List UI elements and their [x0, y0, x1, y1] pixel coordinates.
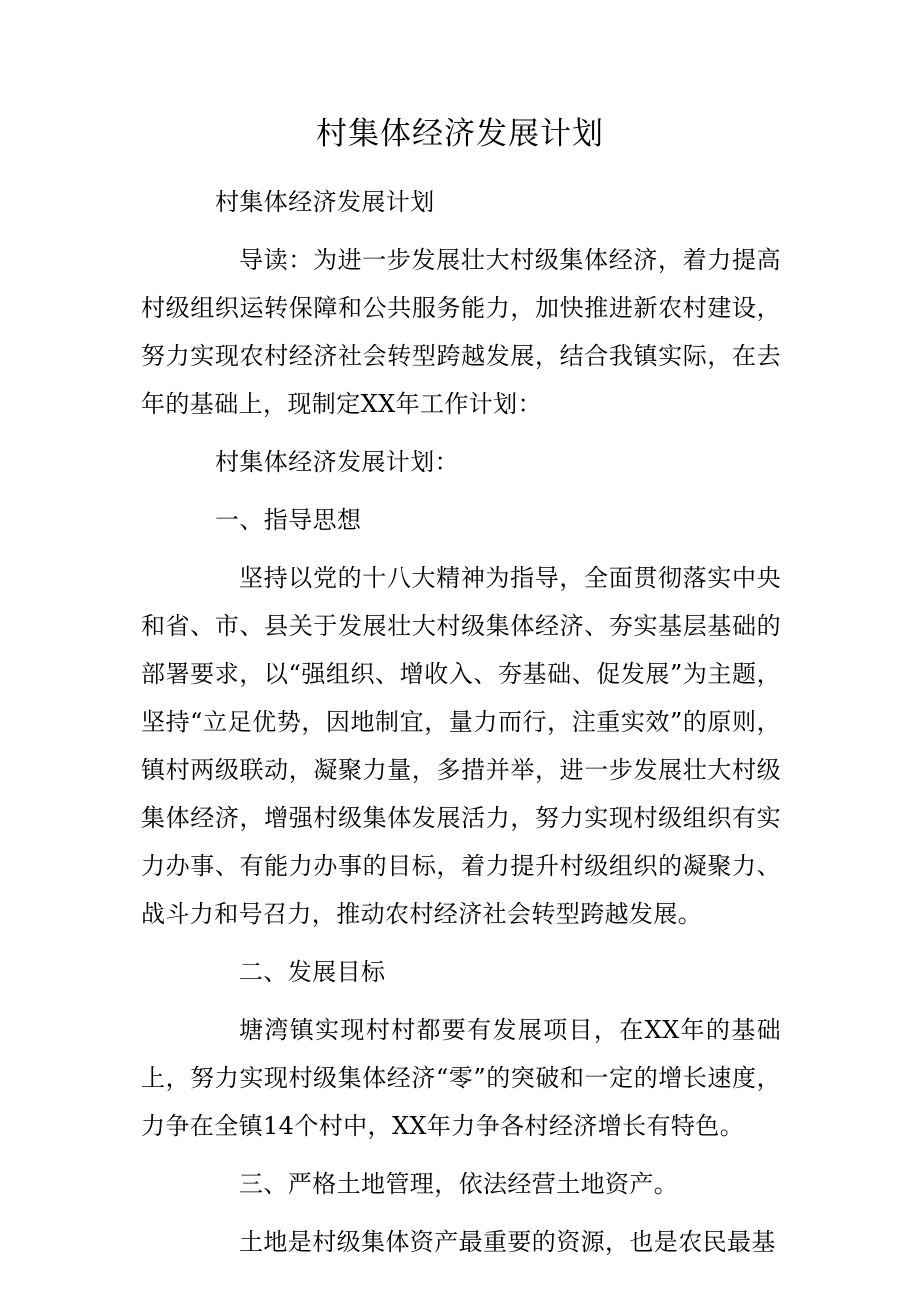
section-heading-guiding-thought: 一、指导思想 — [215, 506, 362, 534]
intro-paragraph: 导读：为进一步发展壮大村级集体经济，着力提高村级组织运转保障和公共服务能力，加快推进新农村建设，努力实现农村经济社会转型跨越发展，结合我镇实际，在去年的基础上，现制定XX年工作计划： — [141, 246, 781, 418]
section-body-goals: 塘湾镇实现村村都要有发展项目，在XX年的基础上，努力实现村级集体经济“零”的突破和一定的增长速度，力争在全镇14个村中，XX年力争各村经济增长有特色。 — [141, 1016, 781, 1140]
section-heading-land-management: 三、严格土地管理，依法经营土地资产。 — [239, 1170, 679, 1198]
section-body-guiding-thought: 坚持以党的十八大精神为指导，全面贯彻落实中央和省、市、县关于发展壮大村级集体经济、夯实基层基础的部署要求，以“强组织、增收入、夯基础、促发展”为主题，坚持“立足优势，因地制宜，量力而行，注重实效”的原则，镇村两级联动，凝聚力量，多措并举，进一步发展壮大村级集体经济，增强村级集体发展活力，努力实现村级组织有实力办事、有能力办事的目标，着力提升村级组织的凝聚力、战斗力和号召力，推动农村经济社会转型跨越发展。 — [141, 564, 781, 928]
document-subtitle: 村集体经济发展计划 — [215, 188, 435, 216]
plan-heading: 村集体经济发展计划： — [215, 448, 459, 476]
section-heading-goals: 二、发展目标 — [239, 958, 386, 986]
document-body — [141, 178, 781, 1266]
document-title: 村集体经济发展计划 — [316, 116, 604, 152]
section-body-land-management: 土地是村级集体资产最重要的资源，也是农民最基 — [239, 1228, 776, 1256]
